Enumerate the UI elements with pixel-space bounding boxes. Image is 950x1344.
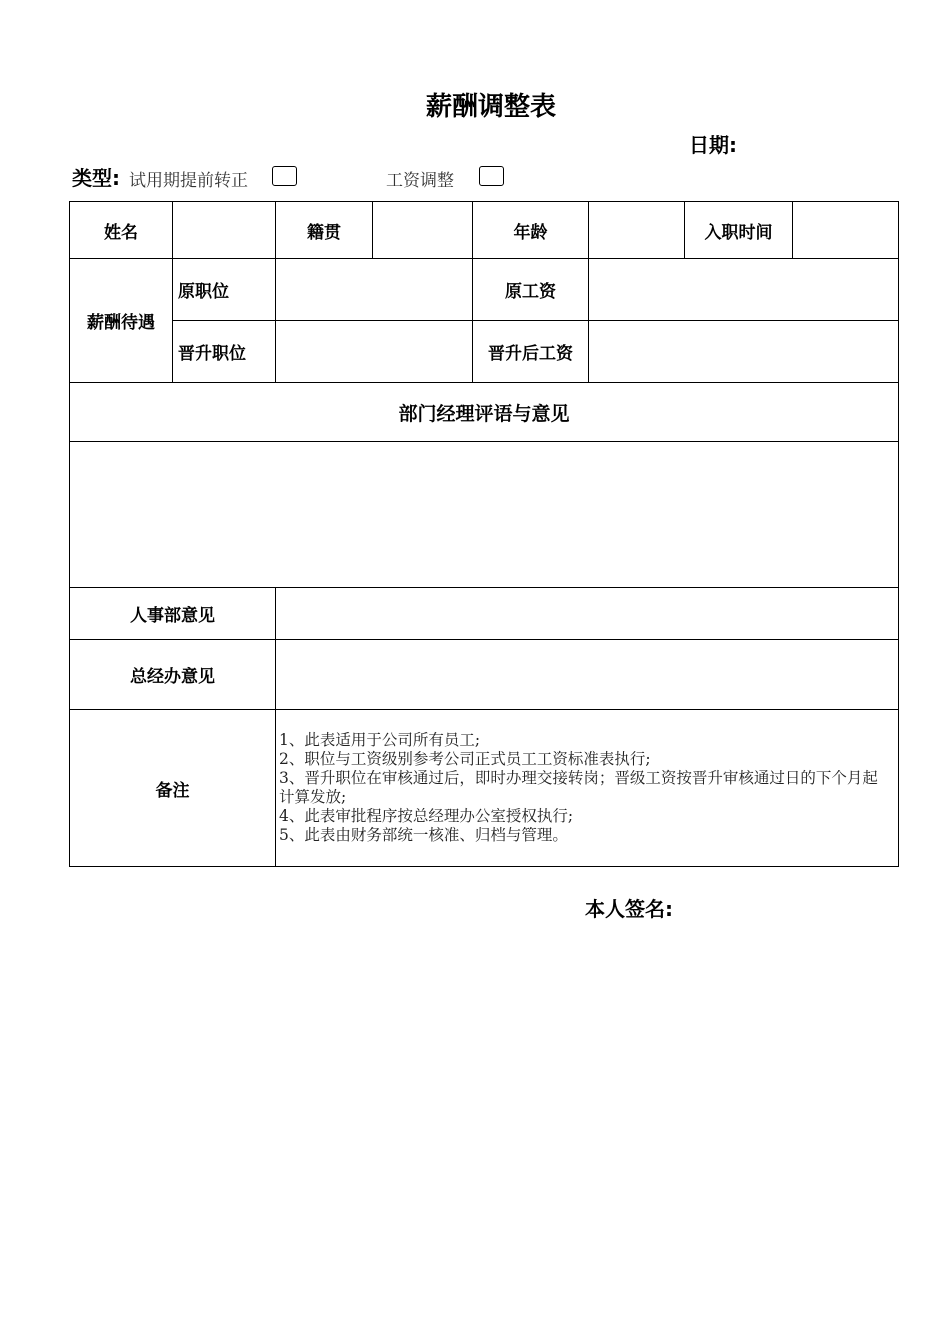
remarks-label: 备注 (70, 710, 276, 867)
manager-comment-header: 部门经理评语与意见 (70, 383, 899, 442)
remarks-row (70, 710, 899, 867)
hire-date-field[interactable] (793, 202, 899, 259)
native-place-label: 籍贯 (276, 202, 373, 259)
compensation-label: 薪酬待遇 (70, 259, 173, 383)
date-label: 日期: (689, 133, 737, 157)
age-field[interactable] (589, 202, 685, 259)
remark-item: 1、此表适用于公司所有员工; (279, 731, 481, 749)
original-salary-field[interactable] (589, 259, 899, 321)
promoted-compensation-row (70, 321, 899, 383)
salary-adjustment-checkbox[interactable] (479, 166, 504, 186)
promoted-salary-field[interactable] (589, 321, 899, 383)
salary-adjustment-form-table (69, 201, 899, 867)
type-label: 类型: (72, 166, 120, 190)
manager-comment-header-row (70, 383, 899, 442)
age-label: 年龄 (473, 202, 589, 259)
hr-opinion-field[interactable] (276, 588, 899, 640)
option-salary-adjustment-label: 工资调整 (386, 171, 454, 191)
promoted-position-field[interactable] (276, 321, 473, 383)
remark-item: 3、晋升职位在审核通过后，即时办理交接转岗；晋级工资按晋升审核通过日的下个月起计算发放; (279, 769, 878, 806)
gm-office-opinion-row (70, 640, 899, 710)
name-label: 姓名 (70, 202, 173, 259)
original-position-field[interactable] (276, 259, 473, 321)
remark-item: 4、此表审批程序按总经理办公室授权执行; (279, 807, 574, 825)
hr-opinion-label: 人事部意见 (70, 588, 276, 640)
original-compensation-row (70, 259, 899, 321)
form-title: 薪酬调整表 (425, 92, 556, 122)
promoted-salary-label: 晋升后工资 (473, 321, 589, 383)
gm-office-opinion-field[interactable] (276, 640, 899, 710)
manager-comment-row (70, 442, 899, 588)
type-selector (72, 162, 672, 192)
native-place-field[interactable] (373, 202, 473, 259)
hr-opinion-row (70, 588, 899, 640)
name-field[interactable] (173, 202, 276, 259)
remark-item: 5、此表由财务部统一核准、归档与管理。 (279, 826, 568, 844)
early-regularization-checkbox[interactable] (272, 166, 297, 186)
gm-office-opinion-label: 总经办意见 (70, 640, 276, 710)
signature-label: 本人签名: (585, 897, 673, 921)
manager-comment-field[interactable] (70, 442, 899, 588)
promoted-position-label: 晋升职位 (173, 321, 276, 383)
hire-date-label: 入职时间 (685, 202, 793, 259)
remark-item: 2、职位与工资级别参考公司正式员工工资标准表执行; (279, 750, 651, 768)
option-early-regularization-label: 试用期提前转正 (129, 171, 248, 191)
remarks-content (276, 710, 899, 867)
original-position-label: 原职位 (173, 259, 276, 321)
original-salary-label: 原工资 (473, 259, 589, 321)
basic-info-row (70, 202, 899, 259)
